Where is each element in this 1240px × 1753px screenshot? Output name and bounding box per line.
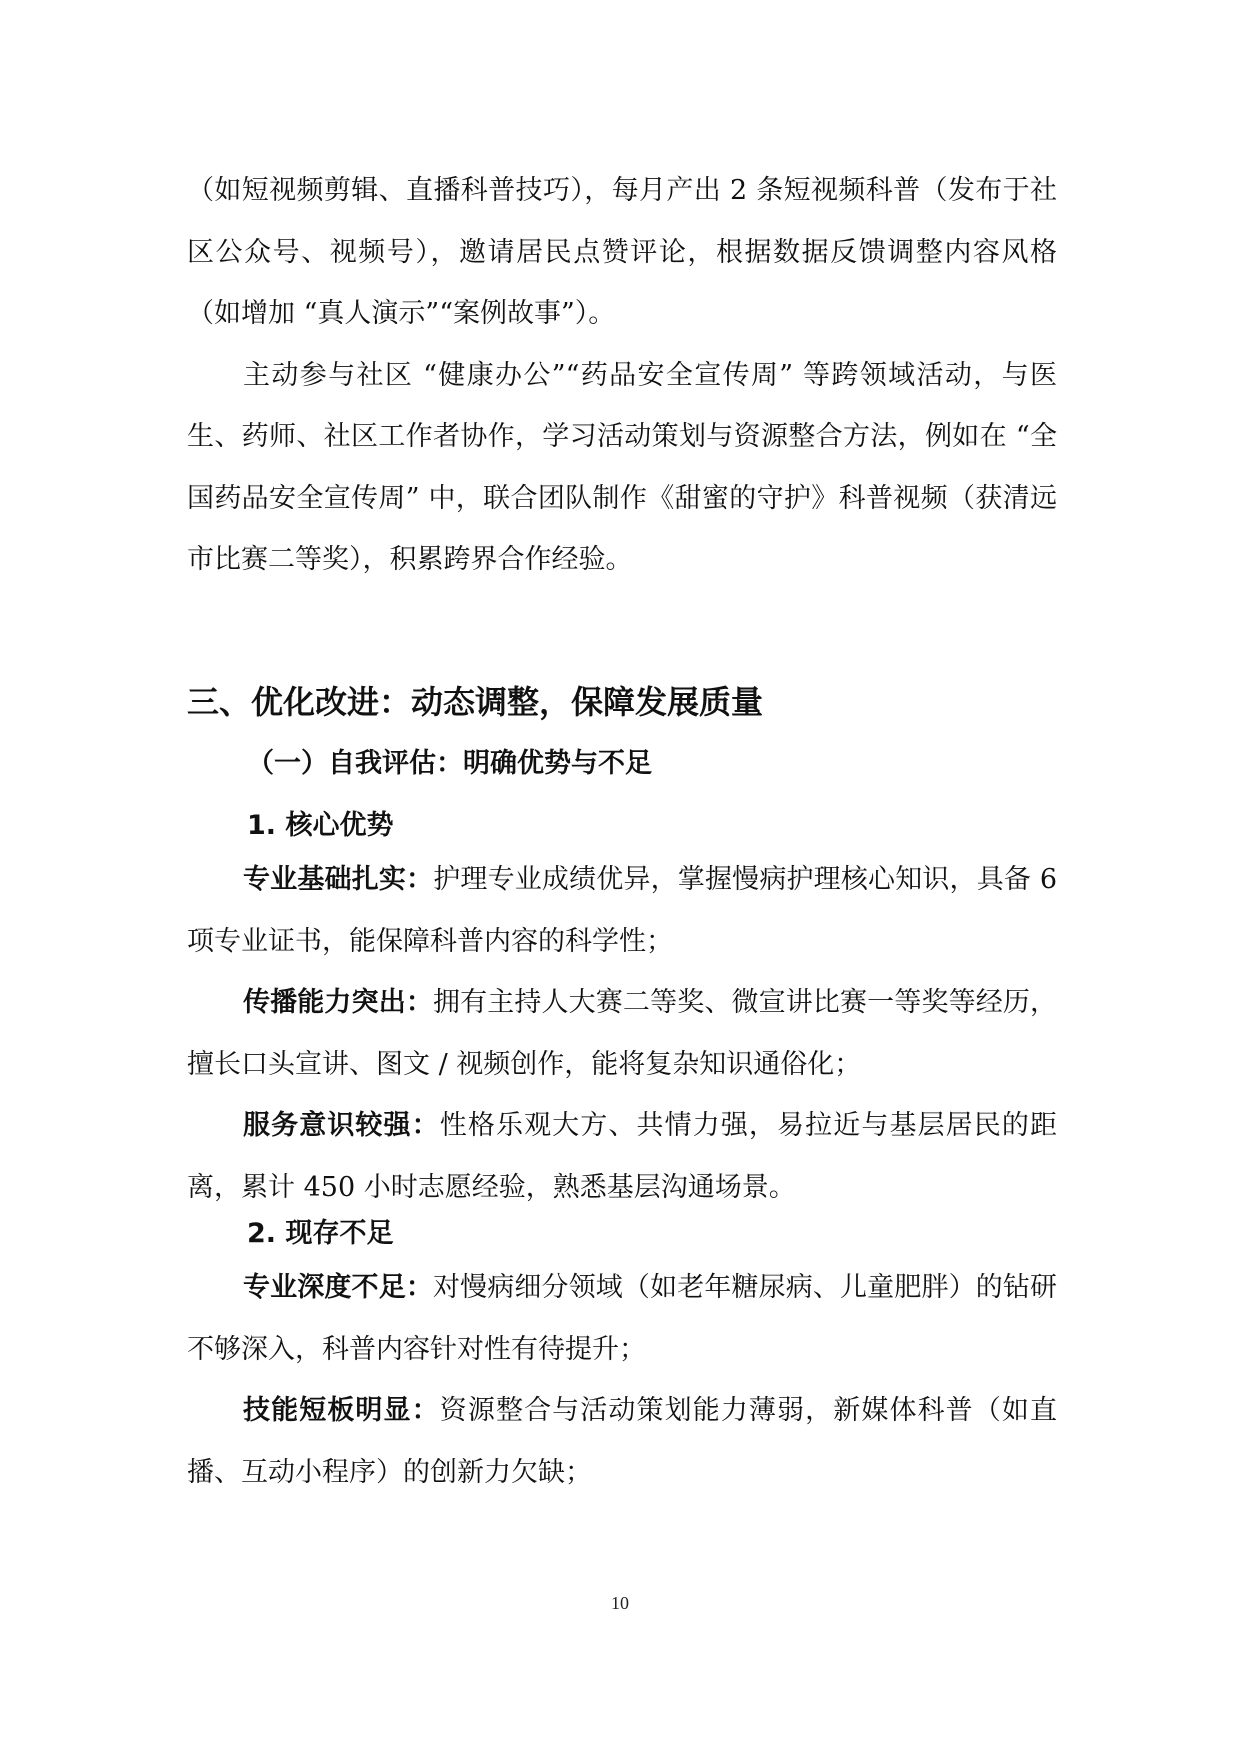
strength-text: 护理专业成绩优异，掌握慢病护理核心知识，具备 6 项专业证书，能保障科普内容的科学性； <box>187 864 1058 957</box>
section-heading: 三、优化改进：动态调整，保障发展质量 <box>187 683 764 721</box>
page-number: 10 <box>611 1593 629 1613</box>
weakness-item <box>187 1380 1057 1503</box>
weakness-lead: 专业深度不足： <box>243 1272 433 1303</box>
strength-text: 性格乐观大方、共情力强，易拉近与基层居民的距离，累计 450 小时志愿经验，熟悉基层沟通场景。 <box>187 1110 1057 1203</box>
document-page <box>187 160 1058 1488</box>
strength-item <box>187 849 1057 972</box>
intro-paragraph-collaboration: 主动参与社区 “健康办公”“药品安全宣传周” 等跨领域活动，与医生、药师、社区工作者协作，学习活动策划与资源整合方法，例如在 “全国药品安全宣传周” 中，联合团队制作《甜蜜的守护》科普视频（获清远市比赛二等奖），积累跨界合作经验。 <box>187 359 1057 575</box>
strengths-heading: 1. 核心优势 <box>247 810 394 841</box>
strength-lead: 传播能力突出： <box>243 987 433 1018</box>
subsection-heading: （一）自我评估：明确优势与不足 <box>247 748 652 779</box>
intro-paragraph-continued: （如短视频剪辑、直播科普技巧），每月产出 2 条短视频科普（发布于社区公众号、视频号），邀请居民点赞评论，根据数据反馈调整内容风格（如增加 “真人演示”“案例故事”）。 <box>187 175 1057 329</box>
strength-lead: 专业基础扎实： <box>243 864 434 895</box>
weakness-text: 资源整合与活动策划能力薄弱，新媒体科普（如直播、互动小程序）的创新力欠缺； <box>187 1395 1057 1488</box>
strength-text: 拥有主持人大赛二等奖、微宣讲比赛一等奖等经历，擅长口头宣讲、图文 / 视频创作，能将复杂知识通俗化； <box>187 987 1058 1080</box>
weakness-lead: 技能短板明显： <box>243 1395 440 1426</box>
weakness-text: 对慢病细分领域（如老年糖尿病、儿童肥胖）的钻研不够深入，科普内容针对性有待提升； <box>187 1272 1058 1365</box>
strength-lead: 服务意识较强： <box>243 1110 440 1141</box>
weakness-item <box>187 1257 1057 1380</box>
strength-item <box>187 972 1057 1095</box>
strength-item <box>187 1095 1057 1218</box>
weaknesses-heading: 2. 现存不足 <box>247 1218 394 1249</box>
